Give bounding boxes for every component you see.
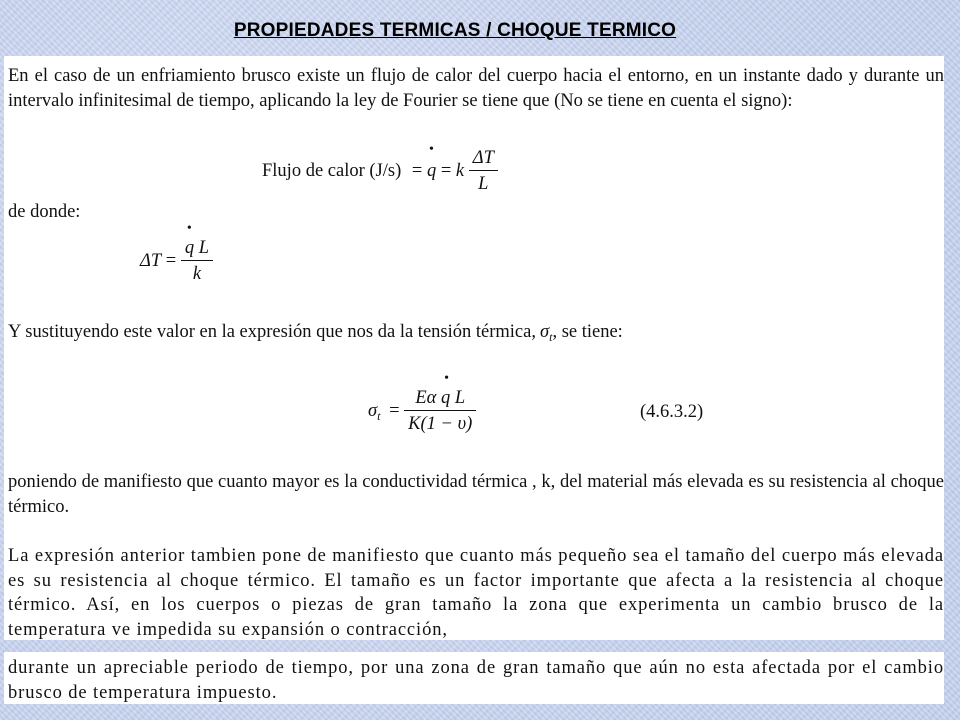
eq3-dot: • bbox=[444, 371, 450, 386]
eq1-q: q bbox=[426, 160, 437, 181]
eq1-dot: • bbox=[428, 141, 434, 157]
eq3-lhs: σ bbox=[368, 400, 378, 421]
eq1-denominator: L bbox=[478, 174, 489, 194]
paragraph-tamano: La expresión anterior tambien pone de manifiesto que cuanto más pequeño sea el tamaño del cuerpo más elevada es su resistencia al choque térmico. El tamaño es un factor importante que afecta a la resistencia al choque térmico. Así, en los cuerpos o piezas de gran tamaño la zona que experimenta un cambio brusco de la temperatura ve impedida su expansión o contracción, bbox=[8, 546, 944, 640]
eq3-lhs-sub: t bbox=[377, 408, 381, 423]
sigma-inline-sub: t bbox=[549, 330, 553, 344]
paragraph-continuation: durante un apreciable periodo de tiempo, por una zona de gran tamaño que aún no esta afectada por el cambio brusco de temperatura impuesto. bbox=[8, 658, 944, 703]
eq2-fraction bbox=[181, 221, 213, 287]
eq2-denominator: k bbox=[192, 264, 202, 284]
equation-delta-t bbox=[140, 221, 213, 287]
eq1-eq-sign: = bbox=[411, 160, 423, 181]
eq3-fraction bbox=[404, 371, 476, 437]
p3-text: Y sustituyendo este valor en la expresión que nos da la tensión térmica, bbox=[8, 322, 536, 342]
paragraph-de-donde: de donde: bbox=[8, 202, 81, 222]
eq1-k: k bbox=[455, 160, 465, 181]
equation-number: (4.6.3.2) bbox=[640, 402, 704, 422]
paragraph-conductividad: poniendo de manifiesto que cuanto mayor es la conductividad térmica , k, del material más elevada es su resistencia al choque térmico. bbox=[8, 472, 944, 517]
eq1-fraction bbox=[469, 146, 498, 197]
page-title: PROPIEDADES TERMICAS / CHOQUE TERMICO bbox=[233, 20, 677, 41]
eq1-numerator: ΔT bbox=[469, 146, 498, 171]
eq3-equals: = bbox=[389, 400, 400, 421]
eq3-denominator: K(1 − υ) bbox=[408, 414, 473, 434]
paragraph-fourier-intro: En el caso de un enfriamiento brusco existe un flujo de calor del cuerpo hacia el entorno, en un instante dado y durante un intervalo infinitesimal de tiempo, aplicando la ley de Fourier se tiene que (No se tiene en cuenta el signo): bbox=[8, 66, 944, 111]
paragraph-sustituyendo bbox=[8, 320, 944, 350]
eq2-lhs: ΔT bbox=[140, 250, 162, 271]
eq3-numerator: Eα q L bbox=[404, 386, 476, 411]
sigma-inline: σ bbox=[539, 322, 550, 342]
eq1-equals: = bbox=[440, 160, 452, 181]
eq2-equals: = bbox=[165, 250, 177, 271]
eq1-label: Flujo de calor (J/s) bbox=[262, 160, 402, 181]
equation-thermal-stress bbox=[368, 371, 476, 437]
eq2-dot: • bbox=[186, 221, 192, 236]
equation-heat-flow bbox=[262, 141, 498, 197]
p3-tail: , se tiene: bbox=[552, 322, 623, 342]
eq2-numerator: q L bbox=[181, 236, 213, 261]
